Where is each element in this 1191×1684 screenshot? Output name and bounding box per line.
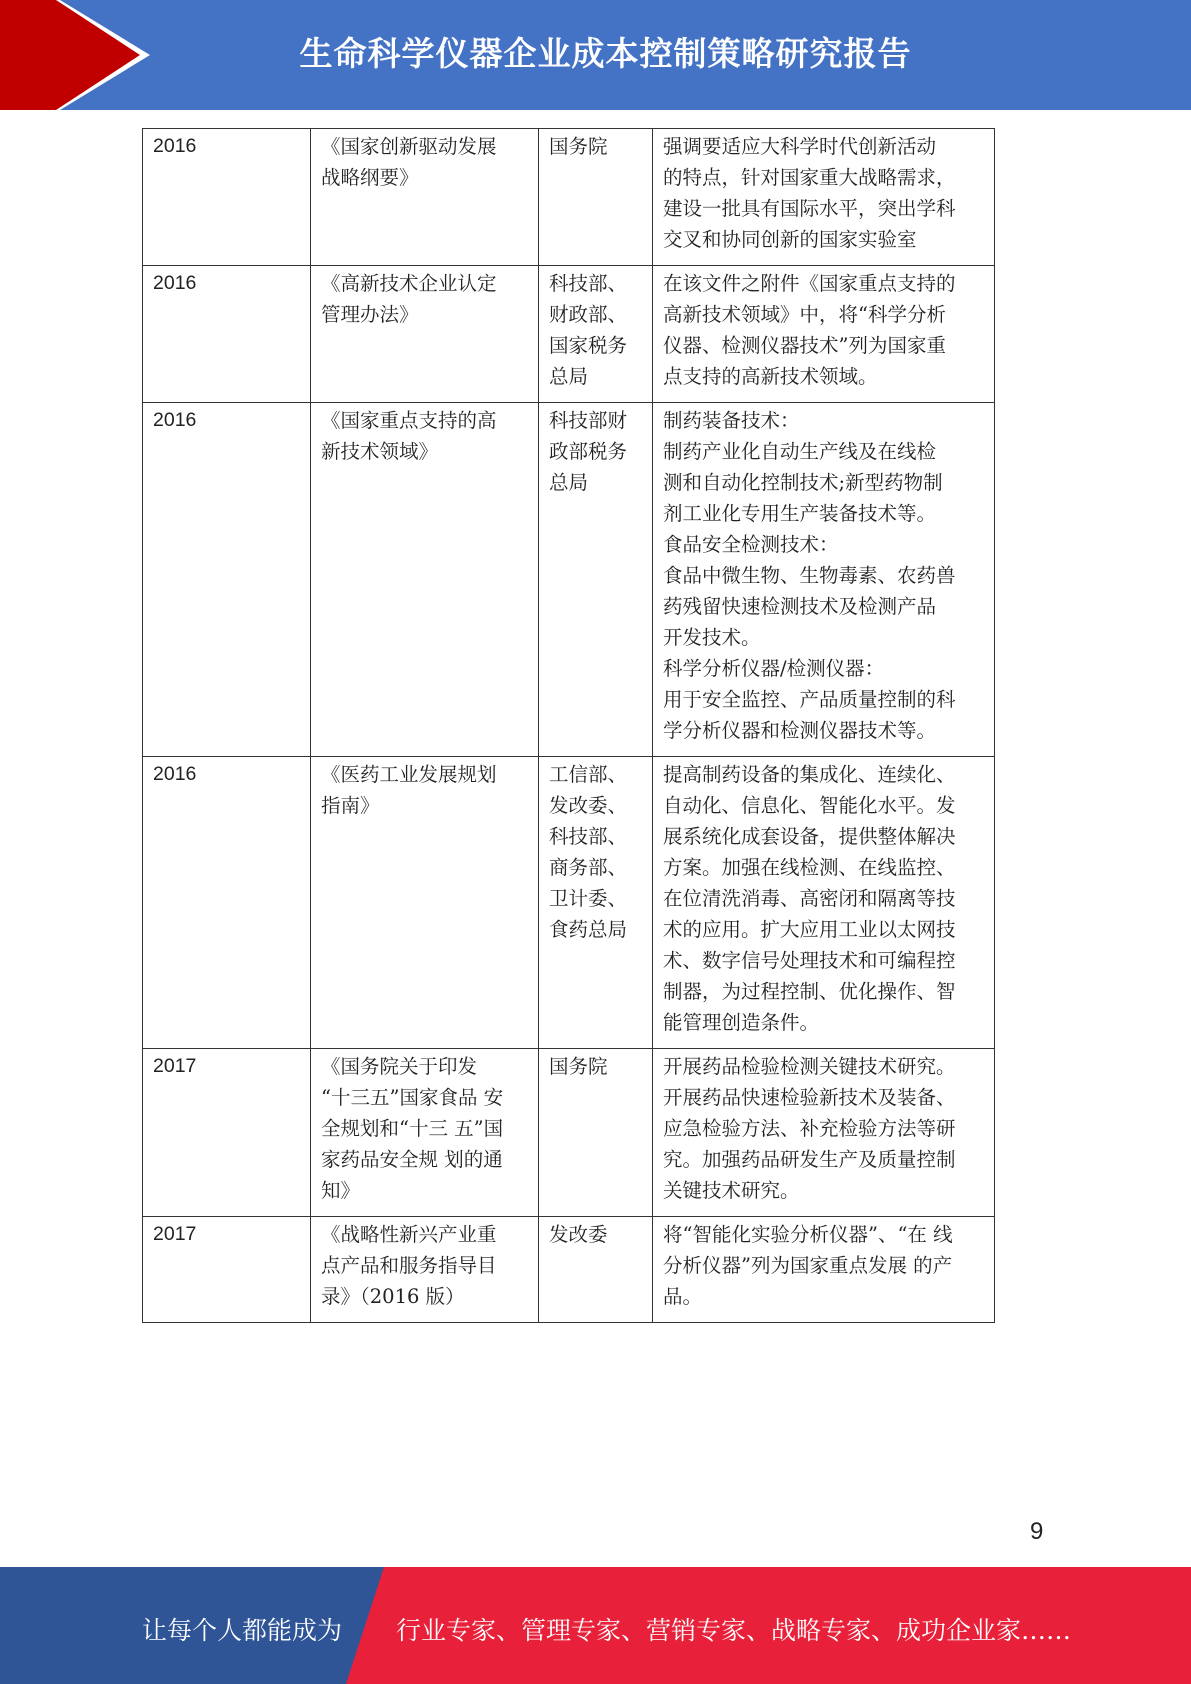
document-cell <box>311 1049 539 1217</box>
content-line: 测和自动化控制技术;新型药物制 <box>663 471 943 494</box>
page-number: 9 <box>1030 1518 1044 1545</box>
document-cell <box>311 1217 539 1323</box>
content-cell <box>653 266 995 403</box>
issuer-line: 食药总局 <box>549 918 628 941</box>
issuer-cell <box>539 757 653 1049</box>
footer-slogan-right: 行业专家、管理专家、营销专家、战略专家、成功企业家…… <box>396 1616 1072 1645</box>
issuer-line: 科技部、 <box>549 825 628 848</box>
issuer-line: 国务院 <box>549 1055 608 1078</box>
document-cell <box>311 757 539 1049</box>
content-line: 品。 <box>663 1285 703 1308</box>
content-line: 食品中微生物、生物毒素、农药兽 <box>663 564 956 587</box>
document-line: 《国家创新驱动发展 <box>321 135 497 158</box>
document-line: 《医药工业发展规划 <box>321 763 497 786</box>
content-line: 强调要适应大科学时代创新活动 <box>663 135 937 158</box>
year-cell: 2016 <box>143 266 311 403</box>
content-cell <box>653 129 995 266</box>
document-line: 战略纲要》 <box>321 166 419 189</box>
document-line: 管理办法》 <box>321 303 419 326</box>
year-cell: 2017 <box>143 1217 311 1323</box>
issuer-line: 国家税务 <box>549 334 628 357</box>
content-line: 科学分析仪器/检测仪器： <box>663 657 885 680</box>
document-line: 点产品和服务指导目 <box>321 1254 497 1277</box>
content-line: 药残留快速检测技术及检测产品 <box>663 595 937 618</box>
content-line: 学分析仪器和检测仪器技术等。 <box>663 719 937 742</box>
year-cell: 2016 <box>143 129 311 266</box>
content-line: 提高制药设备的集成化、连续化、 <box>663 763 956 786</box>
issuer-line: 总局 <box>549 471 589 494</box>
content-line: 能管理创造条件。 <box>663 1011 820 1034</box>
document-line: 新技术领域》 <box>321 440 439 463</box>
content-cell <box>653 1049 995 1217</box>
footer-slogan-left: 让每个人都能成为 <box>142 1616 343 1645</box>
content-line: 应急检验方法、补充检验方法等研 <box>663 1117 956 1140</box>
content-line: 关键技术研究。 <box>663 1179 800 1202</box>
table-row <box>143 757 995 1049</box>
issuer-line: 发改委 <box>549 1223 608 1246</box>
document-cell <box>311 266 539 403</box>
document-line: 录》（2016 版） <box>321 1285 465 1308</box>
issuer-cell <box>539 1217 653 1323</box>
page-header <box>0 0 1191 110</box>
content-line: 术、数字信号处理技术和可编程控 <box>663 949 956 972</box>
issuer-line: 科技部、 <box>549 272 628 295</box>
content-line: 的特点，针对国家重大战略需求， <box>663 166 956 189</box>
document-line: “十三五”国家食品 安 <box>321 1086 504 1109</box>
table-row <box>143 266 995 403</box>
document-line: 《高新技术企业认定 <box>321 272 497 295</box>
year-cell: 2016 <box>143 403 311 757</box>
content-line: 在该文件之附件《国家重点支持的 <box>663 272 956 295</box>
content-line: 高新技术领域》中，将“科学分析 <box>663 303 946 326</box>
content-line: 开展药品快速检验新技术及装备、 <box>663 1086 956 1109</box>
table-row <box>143 129 995 266</box>
document-line: 《国务院关于印发 <box>321 1055 478 1078</box>
document-line: 《战略性新兴产业重 <box>321 1223 497 1246</box>
content-line: 在位清洗消毒、高密闭和隔离等技 <box>663 887 956 910</box>
content-line: 仪器、检测仪器技术”列为国家重 <box>663 334 946 357</box>
issuer-line: 发改委、 <box>549 794 628 817</box>
issuer-line: 财政部、 <box>549 303 628 326</box>
issuer-cell <box>539 129 653 266</box>
policy-table <box>142 128 995 1323</box>
content-cell <box>653 757 995 1049</box>
content-line: 食品安全检测技术： <box>663 533 839 556</box>
table-row <box>143 1217 995 1323</box>
issuer-line: 工信部、 <box>549 763 628 786</box>
issuer-line: 国务院 <box>549 135 608 158</box>
issuer-line: 总局 <box>549 365 589 388</box>
content-line: 制药产业化自动生产线及在线检 <box>663 440 937 463</box>
issuer-line: 科技部财 <box>549 409 628 432</box>
content-line: 点支持的高新技术领域。 <box>663 365 878 388</box>
table-row <box>143 1049 995 1217</box>
issuer-line: 商务部、 <box>549 856 628 879</box>
document-line: 家药品安全规 划的通 <box>321 1148 503 1171</box>
document-line: 指南》 <box>321 794 380 817</box>
content-cell <box>653 1217 995 1323</box>
content-line: 制器，为过程控制、优化操作、智 <box>663 980 956 1003</box>
year-cell: 2016 <box>143 757 311 1049</box>
issuer-cell <box>539 266 653 403</box>
content-line: 术的应用。扩大应用工业以太网技 <box>663 918 956 941</box>
document-cell <box>311 403 539 757</box>
document-cell <box>311 129 539 266</box>
content-line: 开发技术。 <box>663 626 761 649</box>
content-line: 究。加强药品研发生产及质量控制 <box>663 1148 956 1171</box>
report-title: 生命科学仪器企业成本控制策略研究报告 <box>299 34 912 73</box>
content-line: 分析仪器”列为国家重点发展 的产 <box>663 1254 953 1277</box>
content-line: 开展药品检验检测关键技术研究。 <box>663 1055 956 1078</box>
content-line: 建设一批具有国际水平，突出学科 <box>663 197 956 220</box>
content-line: 制药装备技术： <box>663 409 800 432</box>
content-line: 用于安全监控、产品质量控制的科 <box>663 688 956 711</box>
year-cell: 2017 <box>143 1049 311 1217</box>
table-row <box>143 403 995 757</box>
content-line: 剂工业化专用生产装备技术等。 <box>663 502 937 525</box>
content-cell <box>653 403 995 757</box>
issuer-cell <box>539 403 653 757</box>
content-line: 将“智能化实验分析仪器”、“在 线 <box>663 1223 953 1246</box>
content-line: 展系统化成套设备，提供整体解决 <box>663 825 956 848</box>
document-line: 全规划和“十三 五”国 <box>321 1117 504 1140</box>
issuer-line: 政部税务 <box>549 440 628 463</box>
content-line: 方案。加强在线检测、在线监控、 <box>663 856 956 879</box>
issuer-cell <box>539 1049 653 1217</box>
content-line: 交叉和协同创新的国家实验室 <box>663 228 917 251</box>
page-footer <box>0 1567 1191 1684</box>
content-line: 自动化、信息化、智能化水平。发 <box>663 794 956 817</box>
document-line: 知》 <box>321 1179 361 1202</box>
issuer-line: 卫计委、 <box>549 887 628 910</box>
document-line: 《国家重点支持的高 <box>321 409 497 432</box>
